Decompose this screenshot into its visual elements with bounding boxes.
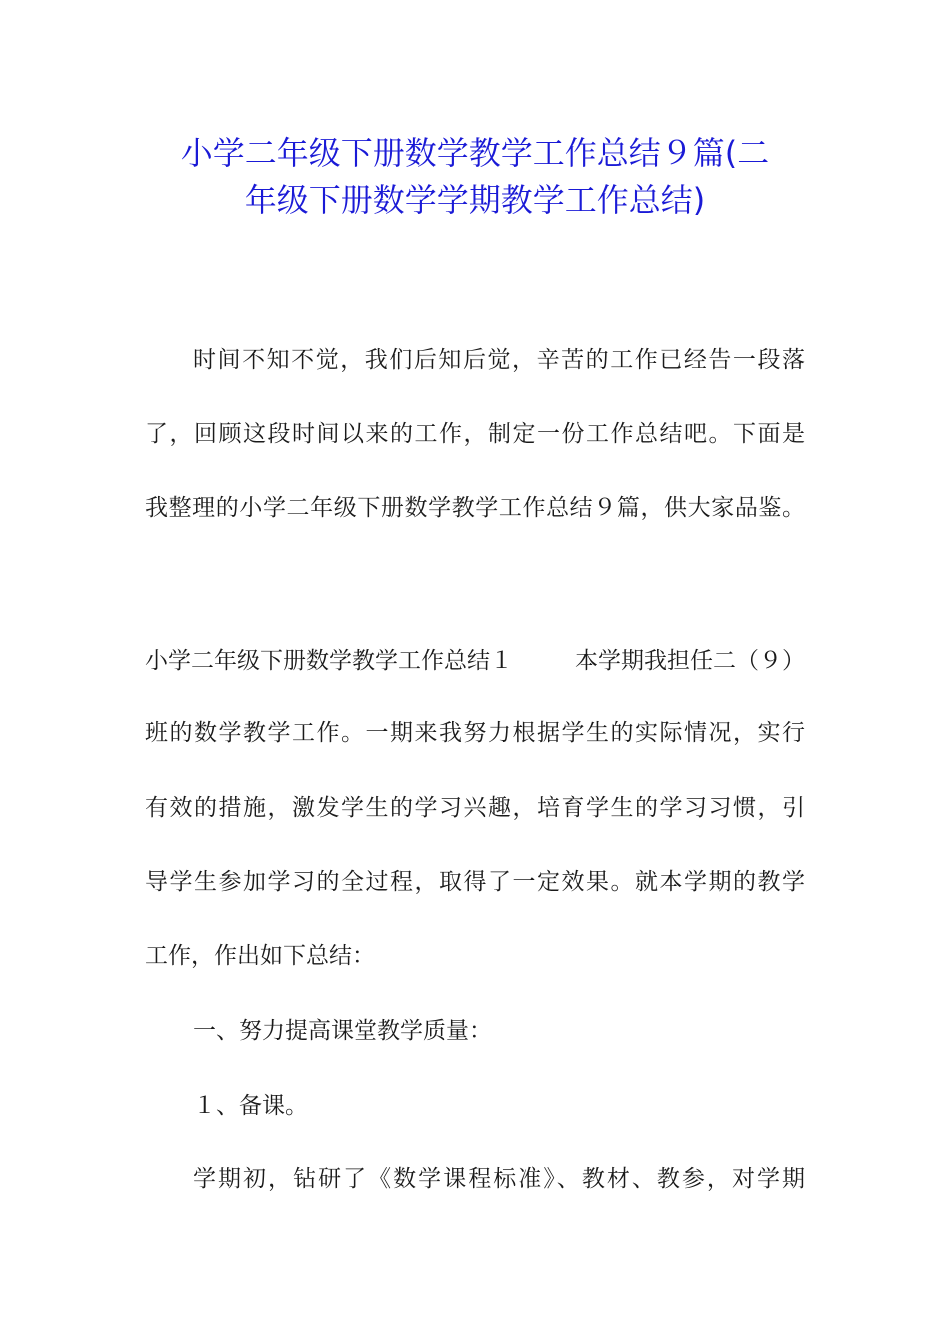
section-1-item: １、备课。 [193, 1093, 308, 1119]
section-1-body-line-1: 班的数学教学工作。一期来我努力根据学生的实际情况，实行 [145, 720, 805, 746]
intro-paragraph-line-1: 时间不知不觉，我们后知后觉，辛苦的工作已经告一段落 [193, 347, 805, 373]
intro-paragraph-line-2: 了，回顾这段时间以来的工作，制定一份工作总结吧。下面是 [145, 421, 805, 447]
document-title-line-2: 年级下册数学学期教学工作总结) [244, 181, 706, 219]
section-1-body-line-3: 导学生参加学习的全过程，取得了一定效果。就本学期的教学 [145, 869, 805, 895]
section-1-body-line-4: 工作，作出如下总结： [145, 943, 375, 969]
section-1-heading-line [145, 645, 805, 677]
intro-paragraph-line-3: 我整理的小学二年级下册数学教学工作总结９篇，供大家品鉴。 [145, 495, 805, 521]
section-1-subheading: 一、努力提高课堂教学质量： [193, 1018, 492, 1044]
document-title-line-1: 小学二年级下册数学教学工作总结９篇(二 [180, 134, 770, 172]
section-1-body-line-2: 有效的措施，激发学生的学习兴趣，培育学生的学习习惯，引 [145, 795, 805, 821]
section-1-last-line: 学期初，钻研了《数学课程标准》、教材、教参，对学期 [193, 1166, 805, 1192]
section-1-heading: 小学二年级下册数学教学工作总结１ [145, 648, 513, 674]
section-1-heading-continuation: 本学期我担任二（９） [575, 648, 805, 674]
